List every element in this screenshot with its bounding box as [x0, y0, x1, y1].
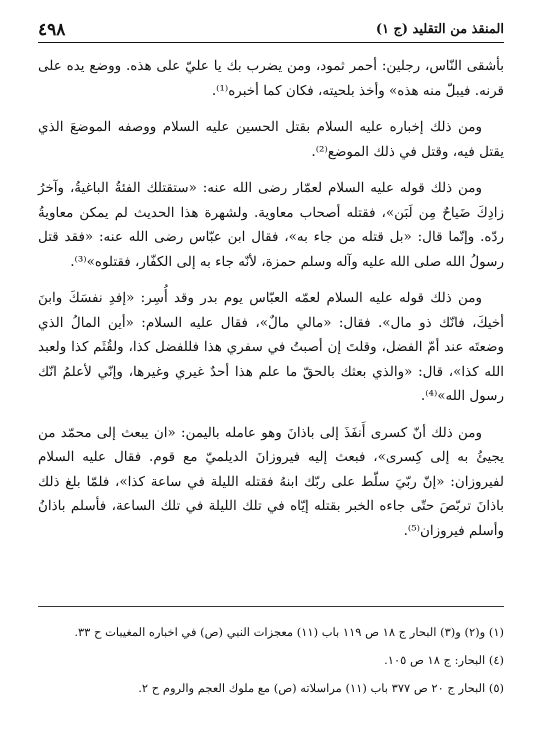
page-number: ٤٩٨	[38, 20, 66, 40]
paragraph: ومن ذلك قوله عليه السلام لعمّار رضى الله عنه: «ستقتلك الفئةُ الباغيةُ، وآخرُ زادِكَ ضَياحٌ مِن لَبَن»، فقتله أصحاب معاوية. ولشهرة هذا الحديث لم يمكن معاويةُ ردّه. وإنّما قال: «بل قتله من جاء به»، فقال ابن عبّاس رضى الله عنه: «فقد قتل رسولُ الله صلى الله عليه وآله وسلم حمزة، لأنّه جاء به إلى الكفّار، فقتلوه»⁽³⁾.	[38, 180, 504, 270]
header-title: المنقذ من التقليد (ج ١)	[375, 22, 504, 37]
paragraph: بأشقى النّاس، رجلين: أحمر ثمود، ومن يضرب بك يا عليّ على هذه. ووضع يده على قرنه. فيبلّ منه هذه» وأخذ بلحيته، فكان كما أخبره⁽¹⁾.	[38, 58, 504, 99]
paragraph: ومن ذلك قوله عليه السلام لعمّه العبّاس يوم بدر وقد أُسِر: «إفدِ نفسَكَ وابنَ أخيكَ، فانّك ذو مال». فقال: «مالي مالٌ»، فقال عليه السلام: «أين المالُ الذي وضعتَه عند أمّ الفضل، وقلتَ إن أصبتُ في سفري هذا فللفضل كذا، ولقُثَم كذا ولعبد الله كذا»، قال: «والذي بعثك بالحقّ ما علم هذا أحدٌ غيري وغيرها، وإنّي لأعلمُ انّك رسول الله»⁽⁴⁾.	[38, 290, 504, 404]
footnote: (١) و(٢) و(٣) البحار ج ١٨ ص ١١٩ باب (١١) معجزات النبي (ص) في اخباره المغيبات ح ٣٣.	[74, 625, 504, 639]
running-header	[38, 20, 504, 43]
body-text	[38, 54, 504, 555]
footnote-separator	[38, 606, 504, 607]
footnote: (٤) البحار: ج ١٨ ص ١٠٥.	[384, 653, 504, 667]
book-page	[38, 20, 504, 720]
footnote: (٥) البحار ج ٢٠ ص ٣٧٧ باب (١١) مراسلاته (ص) مع ملوك العجم والروم ح ٢.	[138, 681, 504, 695]
footnotes	[38, 618, 504, 702]
paragraph: ومن ذلك إخباره عليه السلام بقتل الحسين عليه السلام ووصفه الموضعَ الذي يقتل فيه، وقتل في ذلك الموضع⁽²⁾.	[38, 119, 504, 160]
paragraph: ومن ذلك أنّ كسرى أَنفَذَ إلى باذانَ وهو عامله باليمن: «ان يبعث إلى محمّد من يجيئُ به إلى كِسرى»، فبعث إليه فيروزانَ الديلميّ مع قوم. فقال عليه السلام لفيروزان: «إنّ ربّيَ سلّط على ربّك ابنهُ فقتله الليلة في ساعة كذا»، فلمّا بلغ ذلك باذانَ تربّصَ حتّى جاءه الخبر بقتله إيّاه في تلك الليلة في تلك الساعة، فأسلم باذانُ وأسلم فيروزان⁽⁵⁾.	[38, 424, 504, 539]
